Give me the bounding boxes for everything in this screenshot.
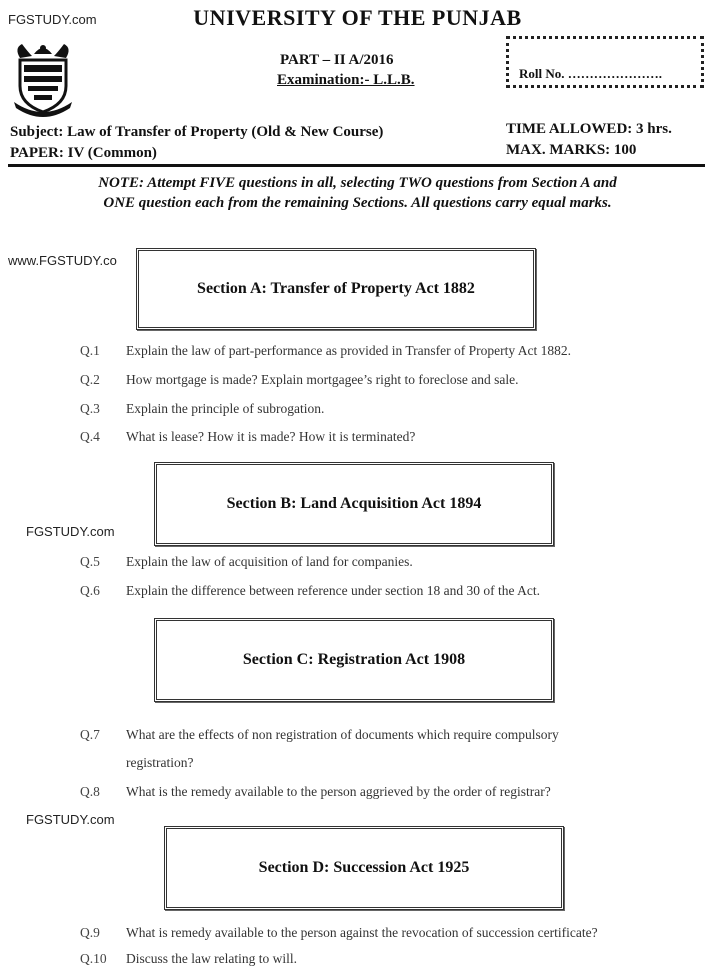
- question-text: Explain the difference between reference under section 18 and 30 of the Act.: [126, 583, 540, 598]
- question-number: Q.8: [80, 784, 100, 799]
- section-d-box: [164, 826, 564, 910]
- section-d-title: Section D: Succession Act 1925: [258, 859, 470, 876]
- question-number: Q.4: [80, 429, 100, 444]
- question-text: What is remedy available to the person against the revocation of succession certificate?: [126, 925, 598, 940]
- question-number: Q.9: [80, 925, 100, 940]
- question-number: Q.1: [80, 343, 100, 358]
- section-a-box: [136, 248, 536, 330]
- question-text: Discuss the law relating to will.: [126, 951, 297, 966]
- question-text: What are the effects of non registration of documents which require compulsory: [126, 727, 559, 742]
- header-divider: [8, 164, 705, 167]
- max-marks: MAX. MARKS: 100: [506, 142, 637, 158]
- watermark-section-a: www.FGSTUDY.co: [8, 253, 117, 268]
- note-line-2: ONE question each from the remaining Sections. All questions carry equal marks.: [103, 195, 612, 211]
- section-b-title: Section B: Land Acquisition Act 1894: [226, 495, 482, 512]
- watermark-top: FGSTUDY.com: [8, 12, 97, 27]
- section-b-box: [154, 462, 554, 546]
- question-text: Explain the law of acquisition of land for companies.: [126, 554, 413, 569]
- question-text: Explain the principle of subrogation.: [126, 401, 325, 416]
- question-number: Q.3: [80, 401, 100, 416]
- question-number: Q.2: [80, 372, 100, 387]
- question-text: What is the remedy available to the person aggrieved by the order of registrar?: [126, 784, 551, 799]
- section-c-box: [154, 618, 554, 702]
- part-year: PART – II A/2016: [280, 52, 394, 68]
- note-line-1: NOTE: Attempt FIVE questions in all, selecting TWO questions from Section A and: [98, 175, 617, 191]
- examination-label: Examination:- L.L.B.: [277, 72, 415, 88]
- question-text: Explain the law of part-performance as provided in Transfer of Property Act 1882.: [126, 343, 572, 358]
- time-allowed: TIME ALLOWED: 3 hrs.: [506, 121, 672, 137]
- watermark-section-d: FGSTUDY.com: [26, 812, 115, 827]
- subject-line: Subject: Law of Transfer of Property (Old & New Course): [10, 124, 384, 140]
- question-number: Q.7: [80, 727, 100, 742]
- question-number: Q.5: [80, 554, 100, 569]
- watermark-section-b: FGSTUDY.com: [26, 524, 115, 539]
- university-title: UNIVERSITY OF THE PUNJAB: [193, 5, 522, 30]
- question-number: Q.10: [80, 951, 107, 966]
- section-a-title: Section A: Transfer of Property Act 1882: [197, 280, 475, 297]
- question-number: Q.6: [80, 583, 100, 598]
- university-crest-icon: [10, 38, 76, 118]
- roll-no-field: Roll No. ………………….: [519, 66, 662, 81]
- paper-line: PAPER: IV (Common): [10, 145, 157, 161]
- question-text: How mortgage is made? Explain mortgagee’s right to foreclose and sale.: [126, 372, 519, 387]
- question-text-continued: registration?: [126, 755, 194, 770]
- section-c-title: Section C: Registration Act 1908: [242, 651, 466, 668]
- question-text: What is lease? How it is made? How it is terminated?: [126, 429, 416, 444]
